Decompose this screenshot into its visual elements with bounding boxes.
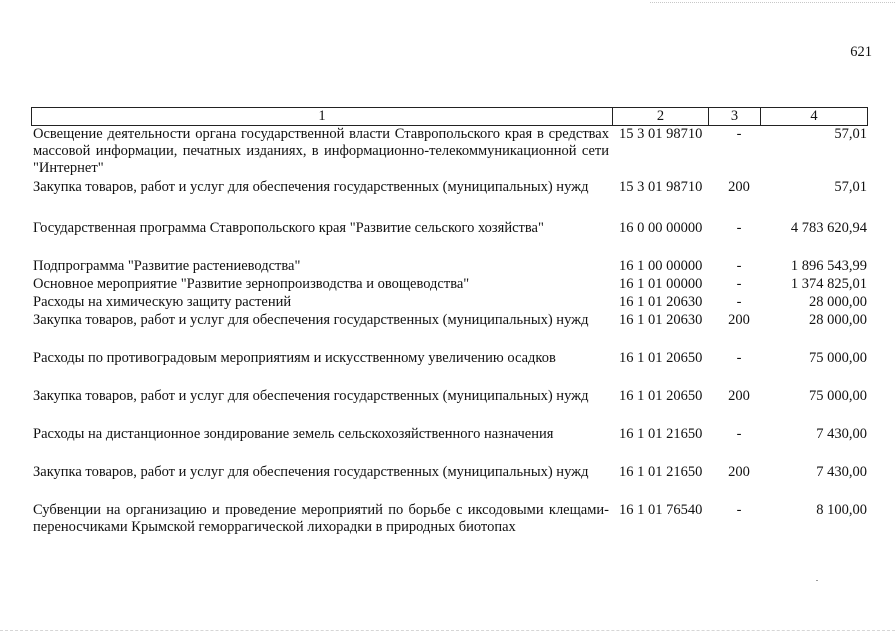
row-amount: 28 000,00	[809, 312, 867, 328]
row-name: Расходы на химическую защиту растений	[33, 294, 292, 310]
row-name: Подпрограмма "Развитие растениеводства"	[33, 258, 301, 274]
row-kind: -	[736, 276, 742, 292]
row-code: 16 1 00 00000	[619, 258, 703, 274]
table-row	[31, 464, 871, 502]
row-amount: 75 000,00	[809, 350, 867, 366]
row-amount: 7 430,00	[816, 464, 867, 480]
table-row	[31, 126, 871, 179]
table-row	[31, 294, 871, 312]
row-kind: -	[736, 350, 742, 366]
row-amount: 57,01	[834, 179, 867, 195]
row-code: 16 1 01 20630	[619, 312, 703, 328]
row-code: 15 3 01 98710	[619, 126, 703, 142]
row-amount: 7 430,00	[816, 426, 867, 442]
row-name: Расходы на дистанционное зондирование земель сельскохозяйственного назначения	[33, 426, 554, 442]
table-row	[31, 220, 871, 258]
column-header-4: 4	[761, 108, 868, 126]
row-amount: 8 100,00	[816, 502, 867, 518]
row-code: 16 1 01 76540	[619, 502, 703, 518]
row-code: 16 1 01 20650	[619, 350, 703, 366]
row-kind: -	[736, 294, 742, 310]
row-amount: 1 374 825,01	[790, 276, 867, 292]
row-amount: 57,01	[834, 126, 867, 142]
row-name: Закупка товаров, работ и услуг для обеспечения государственных (муниципальных) нужд	[33, 312, 589, 328]
row-name: Закупка товаров, работ и услуг для обеспечения государственных (муниципальных) нужд	[33, 464, 589, 480]
row-kind: -	[736, 258, 742, 274]
row-kind: 200	[728, 312, 750, 328]
scan-edge-rule	[650, 2, 895, 3]
row-kind: 200	[728, 464, 750, 480]
budget-table-body	[31, 126, 871, 538]
row-name: Субвенции на организацию и проведение мероприятий по борьбе с иксодовыми клещами-переносчиками Крымской геморрагической лихорадки в природных биотопах	[33, 502, 609, 535]
page-number: 621	[850, 44, 872, 60]
table-row	[31, 276, 871, 294]
row-code: 16 1 01 21650	[619, 464, 703, 480]
row-amount: 28 000,00	[809, 294, 867, 310]
row-amount: 4 783 620,94	[790, 220, 867, 236]
row-kind: -	[736, 502, 742, 518]
table-row	[31, 312, 871, 350]
row-name: Закупка товаров, работ и услуг для обеспечения государственных (муниципальных) нужд	[33, 179, 589, 195]
row-amount: 1 896 543,99	[790, 258, 867, 274]
row-code: 16 1 01 21650	[619, 426, 703, 442]
table-row	[31, 502, 871, 538]
row-amount: 75 000,00	[809, 388, 867, 404]
row-kind: 200	[728, 179, 750, 195]
table-row	[31, 426, 871, 464]
scan-speck	[816, 580, 818, 581]
column-header-row	[31, 107, 868, 126]
column-header-3: 3	[709, 108, 761, 126]
row-code: 16 1 01 00000	[619, 276, 703, 292]
row-name: Основное мероприятие "Развитие зернопроизводства и овощеводства"	[33, 276, 470, 292]
row-name: Освещение деятельности органа государственной власти Ставропольского края в средствах массовой информации, печатных изданиях, в информационно-телекоммуникационной сети "Интернет"	[33, 126, 609, 176]
table-row	[31, 350, 871, 388]
table-row	[31, 179, 871, 220]
row-name: Закупка товаров, работ и услуг для обеспечения государственных (муниципальных) нужд	[33, 388, 589, 404]
table-row	[31, 258, 871, 276]
row-code: 16 0 00 00000	[619, 220, 703, 236]
row-name: Расходы по противоградовым мероприятиям и искусственному увеличению осадков	[33, 350, 556, 366]
row-code: 15 3 01 98710	[619, 179, 703, 195]
row-kind: -	[736, 426, 742, 442]
scan-edge-rule	[0, 630, 895, 631]
table-row	[31, 388, 871, 426]
column-header-2: 2	[613, 108, 709, 126]
row-name: Государственная программа Ставропольского края "Развитие сельского хозяйства"	[33, 220, 544, 236]
column-header-1: 1	[32, 108, 613, 126]
row-code: 16 1 01 20650	[619, 388, 703, 404]
row-code: 16 1 01 20630	[619, 294, 703, 310]
row-kind: -	[736, 126, 742, 142]
row-kind: 200	[728, 388, 750, 404]
row-kind: -	[736, 220, 742, 236]
